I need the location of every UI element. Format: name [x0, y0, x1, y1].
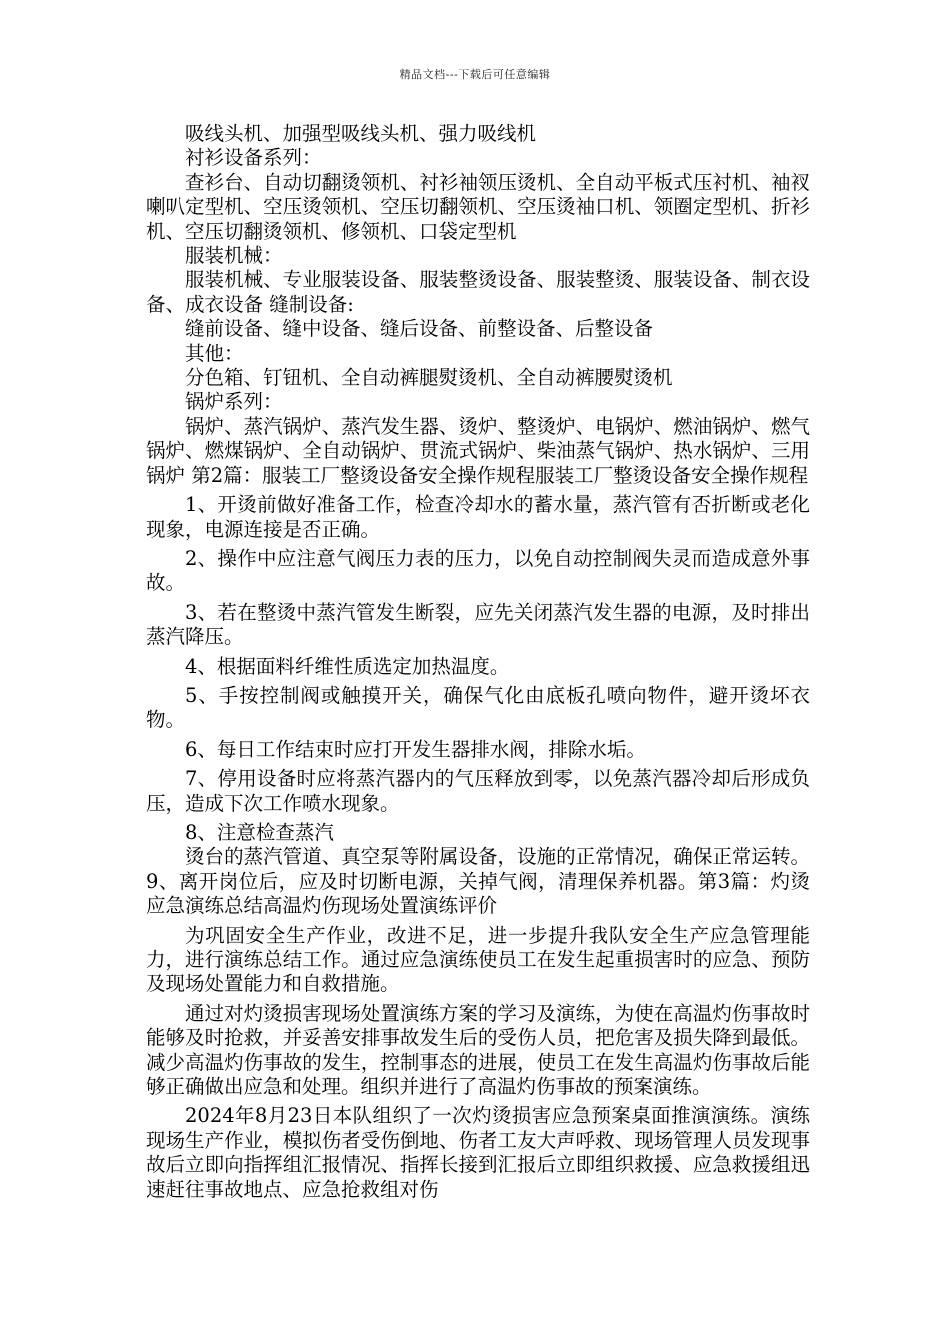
paragraph: 锅炉、蒸汽锅炉、蒸汽发生器、烫炉、整烫炉、电锅炉、燃油锅炉、燃气锅炉、燃煤锅炉、全自动锅炉、贯流式锅炉、柴油蒸气锅炉、热水锅炉、三用锅炉 第2篇：服装工厂整烫设备安全操作规程服装工厂整烫设备安全操作规程	[146, 414, 810, 487]
paragraph: 吸线头机、加强型吸线头机、强力吸线机	[185, 122, 537, 145]
paragraph: 分色箱、钉钮机、全自动裤腿熨烫机、全自动裤腰熨烫机	[185, 366, 673, 390]
paragraph: 为巩固安全生产作业，改进不足，进一步提升我队安全生产应急管理能力，进行演练总结工作。通过应急演练使员工在发生起重损害时的应急、预防及现场处置能力和自救措施。	[146, 923, 810, 996]
paragraph: 7、停用设备时应将蒸汽器内的气压释放到零，以免蒸汽器冷却后形成负压，造成下次工作喷水现象。	[146, 767, 810, 815]
paragraph: 服装机械：	[185, 244, 283, 268]
paragraph: 8、注意检查蒸汽	[185, 820, 334, 844]
paragraph: 通过对灼烫损害现场处置演练方案的学习及演练，为使在高温灼伤事故时能够及时抢救，并妥善安排事故发生后的受伤人员，把危害及损失降到最低。减少高温灼伤事故的发生，控制事态的进展，使员工在发生高温灼伤事故后能够正确做出应急和处理。组织并进行了高温灼伤事故的预案演练。	[146, 1001, 810, 1099]
paragraph: 3、若在整烫中蒸汽管发生断裂，应先关闭蒸汽发生器的电源，及时排出蒸汽降压。	[146, 600, 810, 649]
document-body	[146, 122, 810, 1202]
paragraph: 6、每日工作结束时应打开发生器排水阀，排除水垢。	[185, 737, 646, 761]
paragraph: 其他：	[185, 341, 244, 365]
paragraph: 2024年8月23日本队组织了一次灼烫损害应急预案桌面推演演练。演练现场生产作业，模拟伤者受伤倒地、伤者工友大声呼救、现场管理人员发现事故后立即向指挥组汇报情况、指挥长接到汇报后立即组织救援、应急救援组迅速赶往事故地点、应急抢救组对伤	[146, 1104, 810, 1201]
paragraph: 4、根据面料纤维性质选定加热温度。	[185, 654, 510, 678]
paragraph: 5、手按控制阀或触摸开关，确保气化由底板孔喷向物件，避开烫坏衣物。	[146, 683, 810, 732]
paragraph: 1、开烫前做好准备工作，检查冷却水的蓄水量，蒸汽管有否折断或老化现象，电源连接是否正确。	[146, 493, 810, 541]
paragraph: 服装机械、专业服装设备、服装整烫设备、服装整烫、服装设备、制衣设备、成衣设备 缝制设备:	[146, 268, 810, 316]
paragraph: 衬衫设备系列：	[185, 146, 322, 170]
paragraph: 烫台的蒸汽管道、真空泵等附属设备，设施的正常情况，确保正常运转。 9、离开岗位后，应及时切断电源，关掉气阀，清理保养机器。第3篇：灼烫应急演练总结高温灼伤现场处置演练评价	[146, 845, 810, 918]
paragraph: 锅炉系列：	[185, 390, 283, 414]
paragraph: 查衫台、自动切翻烫领机、衬衫袖领压烫机、全自动平板式压衬机、袖衩喇叭定型机、空压烫领机、空压切翻领机、空压烫袖口机、领圈定型机、折衫机、空压切翻烫领机、修领机、口袋定型机	[146, 170, 810, 243]
paragraph: 缝前设备、缝中设备、缝后设备、前整设备、后整设备	[185, 317, 654, 341]
paragraph: 2、操作中应注意气阀压力表的压力，以免自动控制阀失灵而造成意外事故。	[146, 546, 810, 595]
page-header: 精品文档---下载后可任意编辑	[399, 68, 551, 81]
